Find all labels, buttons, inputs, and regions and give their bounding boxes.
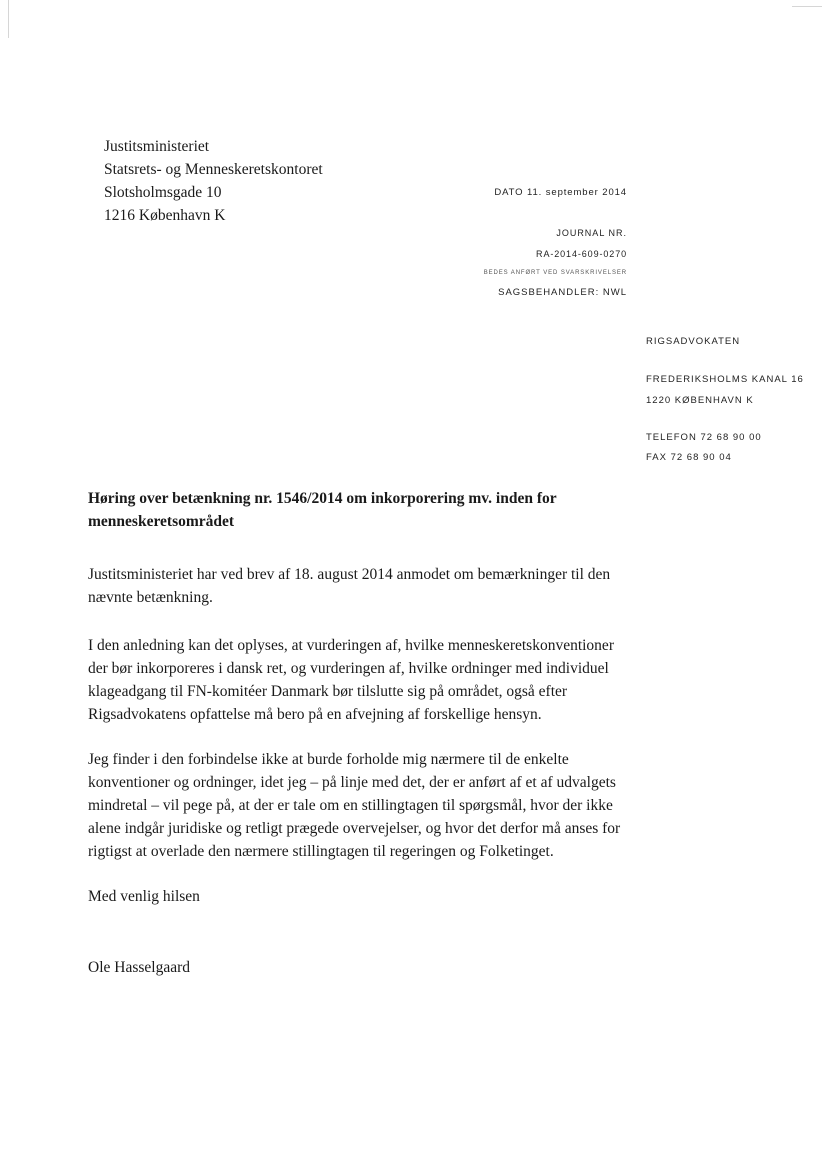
scan-edge-mark	[8, 0, 9, 38]
body-paragraph: Jeg finder i den forbindelse ikke at burde forholde mig nærmere til de enkelte konventioner og ordninger, idet jeg – på linje med det, der er anført af et af udvalgets mindretal – vil pege på, at der er tale om en stillingtagen til spørgsmål, hvor der ikke alene indgår juridiske og retligt prægede overvejelser, og hvor det derfor må anses for rigtigst at overlade den nærmere stillingtagen til regeringen og Folketinget.	[88, 751, 621, 860]
sender-fax: FAX 72 68 90 04	[646, 452, 732, 463]
signature-name: Ole Hasselgaard	[88, 959, 190, 976]
recipient-line: 1216 København K	[104, 207, 226, 224]
recipient-line: Statsrets- og Menneskeretskontoret	[104, 161, 323, 178]
case-handler: SAGSBEHANDLER: NWL	[498, 287, 627, 298]
body-paragraph: Justitsministeriet har ved brev af 18. august 2014 anmodet om bemærkninger til den nævnte betænkning.	[88, 566, 611, 606]
journal-label: JOURNAL NR.	[556, 228, 627, 238]
recipient-line: Justitsministeriet	[104, 138, 210, 155]
sender-address-line: 1220 KØBENHAVN K	[646, 395, 754, 406]
sender-phone: TELEFON 72 68 90 00	[646, 432, 762, 443]
recipient-line: Slotsholmsgade 10	[104, 184, 222, 201]
recipient-address	[104, 135, 323, 227]
scan-edge-mark	[792, 6, 822, 7]
reference-note: BEDES ANFØRT VED SVARSKRIVELSER	[483, 270, 627, 276]
letter-date: DATO 11. september 2014	[494, 187, 627, 198]
sender-name: RIGSADVOKATEN	[646, 336, 741, 347]
closing-salutation: Med venlig hilsen	[88, 888, 200, 905]
journal-number: RA-2014-609-0270	[536, 249, 627, 259]
letter-subject: Høring over betænkning nr. 1546/2014 om inkorporering mv. inden for menneskeretsområdet	[88, 490, 557, 530]
sender-address-line: FREDERIKSHOLMS KANAL 16	[646, 374, 804, 385]
body-paragraph: I den anledning kan det oplyses, at vurderingen af, hvilke menneskeretskonventioner der bør inkorporeres i dansk ret, og vurderingen af, hvilke ordninger med individuel klageadgang til FN-komitéer Danmark bør tilslutte sig på området, også efter Rigsadvokatens opfattelse må bero på en afvejning af forskellige hensyn.	[88, 637, 614, 723]
